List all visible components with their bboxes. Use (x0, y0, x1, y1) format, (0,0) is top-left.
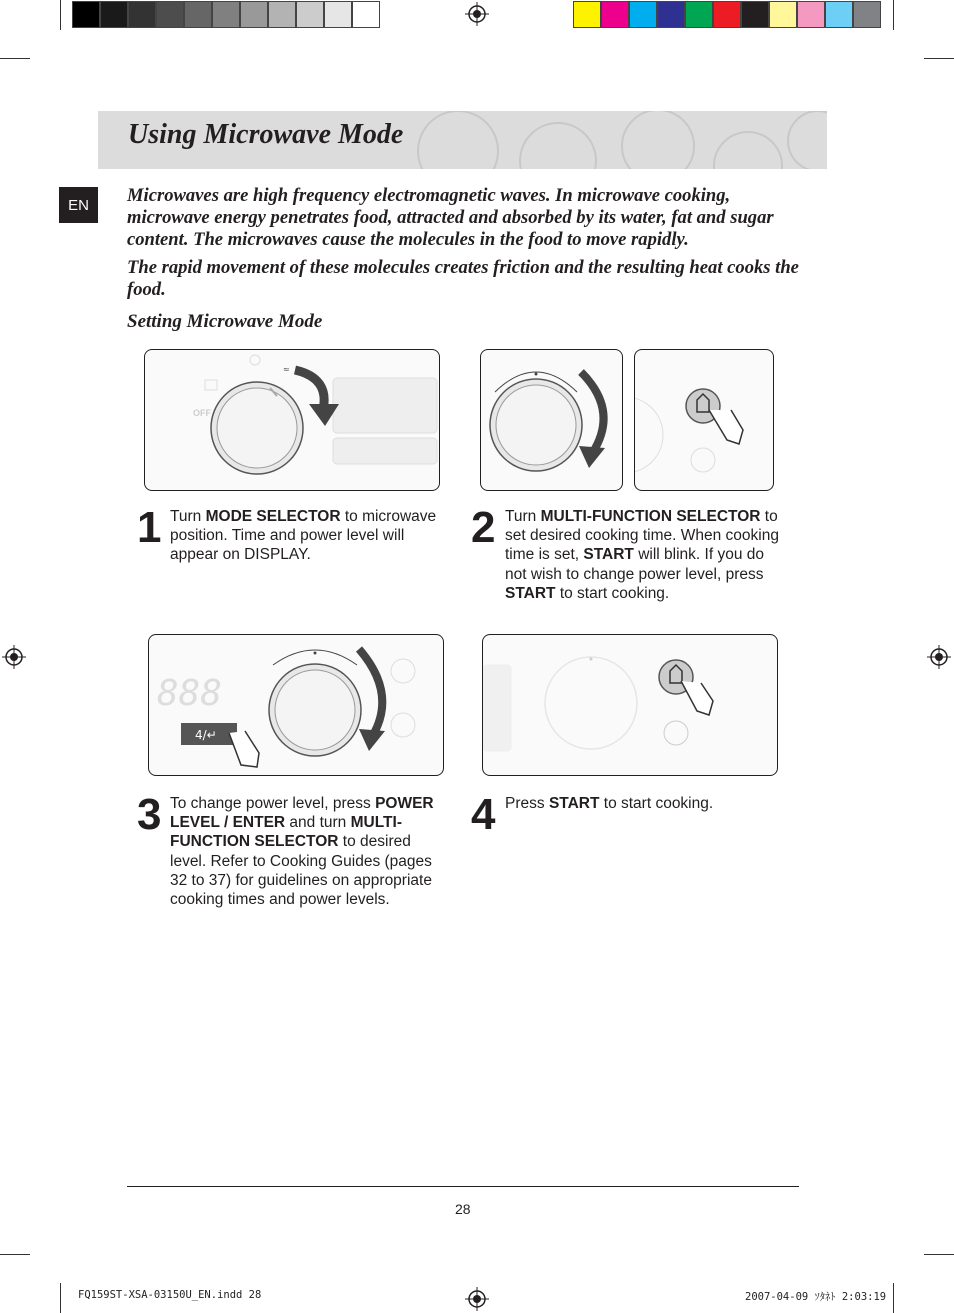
step-text (170, 507, 450, 565)
crop-mark (893, 1283, 894, 1313)
registration-mark-icon (465, 1287, 489, 1311)
multifunction-knob-icon (481, 350, 623, 491)
step-keyword: POWER LEVEL / ENTER (170, 795, 434, 832)
crop-mark (893, 0, 894, 30)
step-keyword: START (505, 584, 556, 602)
crop-mark (0, 1254, 30, 1255)
intro-paragraph-1: Microwaves are high frequency electromagnetic waves. In microwave cooking, microwave energy penetrates food, attracted and absorbed by its water, fat and sugar content. The microwaves cause the molecules in the food to move rapidly. (127, 185, 774, 250)
crop-mark (60, 0, 61, 30)
step-keyword: MULTI-FUNCTION SELECTOR (170, 814, 402, 851)
svg-text:4/↵: 4/↵ (195, 728, 217, 742)
title-band (98, 111, 827, 169)
press-start-icon (483, 635, 778, 776)
color-swatch (769, 1, 797, 28)
step-text-run: Press (505, 795, 549, 812)
registration-mark-icon (465, 2, 489, 26)
step-text-run: and turn (285, 814, 351, 832)
step-text-run: Turn (170, 508, 206, 525)
step-text-run: will blink. If you do not wish to change power level, press (505, 546, 764, 583)
registration-mark-icon (927, 645, 951, 669)
color-swatch (797, 1, 825, 28)
footer-rule (127, 1186, 799, 1187)
step-text-run: to microwave position. Time and power level will appear on DISPLAY. (170, 508, 437, 564)
print-slug-file: FQ159ST-XSA-03150U_EN.indd 28 (78, 1289, 262, 1301)
color-swatch (853, 1, 881, 28)
decorative-vegetables-icon (398, 111, 827, 169)
step-text-run: to start cooking. (555, 584, 670, 602)
step-text (505, 794, 785, 813)
color-swatch (296, 1, 324, 28)
step-text (505, 507, 780, 603)
step-text-run: to start cooking. (599, 795, 714, 812)
step-text (170, 794, 450, 909)
figure-power-level (148, 634, 444, 776)
crop-mark (924, 1254, 954, 1255)
print-slug-date: 2007-04-09 ｿﾀﾈﾄ 2:03:19 (745, 1291, 887, 1303)
step-number: 2 (471, 503, 496, 552)
color-swatch (825, 1, 853, 28)
color-swatch (72, 1, 100, 28)
step-keyword: START (548, 795, 600, 812)
color-swatch (573, 1, 601, 28)
color-swatch (184, 1, 212, 28)
color-swatch (601, 1, 629, 28)
page-title: Using Microwave Mode (128, 119, 404, 150)
language-tab: EN (59, 187, 98, 223)
figure-multifunction-selector (480, 349, 623, 491)
power-level-knob-icon (149, 635, 444, 776)
color-swatch (657, 1, 685, 28)
step-keyword: MODE SELECTOR (205, 508, 341, 525)
display-readout: 888 (157, 673, 223, 714)
step-text-run: to set desired cooking time. When cooking time is set, (505, 508, 779, 564)
registration-mark-icon (2, 645, 26, 669)
mode-selector-knob-icon (145, 350, 440, 491)
step-number: 1 (137, 503, 162, 552)
step-number: 4 (471, 790, 496, 839)
color-swatch (100, 1, 128, 28)
intro-paragraph-2: The rapid movement of these molecules creates friction and the resulting heat cooks the food. (127, 257, 799, 300)
color-swatch (741, 1, 769, 28)
color-swatch (128, 1, 156, 28)
figure-start-button (634, 349, 774, 491)
figure-mode-selector (144, 349, 440, 491)
color-swatch (324, 1, 352, 28)
crop-mark (924, 58, 954, 59)
svg-text:≈: ≈ (283, 365, 290, 374)
crop-mark (60, 1283, 61, 1313)
color-swatch (713, 1, 741, 28)
color-swatch (156, 1, 184, 28)
section-subheading: Setting Microwave Mode (127, 311, 323, 332)
page-number: 28 (455, 1201, 471, 1217)
figure-press-start (482, 634, 778, 776)
off-label: OFF (193, 408, 211, 418)
color-swatch (240, 1, 268, 28)
start-button-press-icon (635, 350, 774, 491)
step-number: 3 (137, 790, 162, 839)
step-text-run: to desired level. Refer to Cooking Guides (pages 32 to 37) for guidelines on appropriate cooking times and power levels. (170, 833, 432, 909)
step-text-run: Turn (505, 508, 541, 525)
color-swatch (352, 1, 380, 28)
color-swatch (685, 1, 713, 28)
color-swatch (629, 1, 657, 28)
step-keyword: START (583, 546, 634, 564)
step-text-run: To change power level, press (170, 795, 376, 812)
color-swatch (268, 1, 296, 28)
color-swatch (212, 1, 240, 28)
step-keyword: MULTI-FUNCTION SELECTOR (540, 508, 761, 525)
crop-mark (0, 58, 30, 59)
